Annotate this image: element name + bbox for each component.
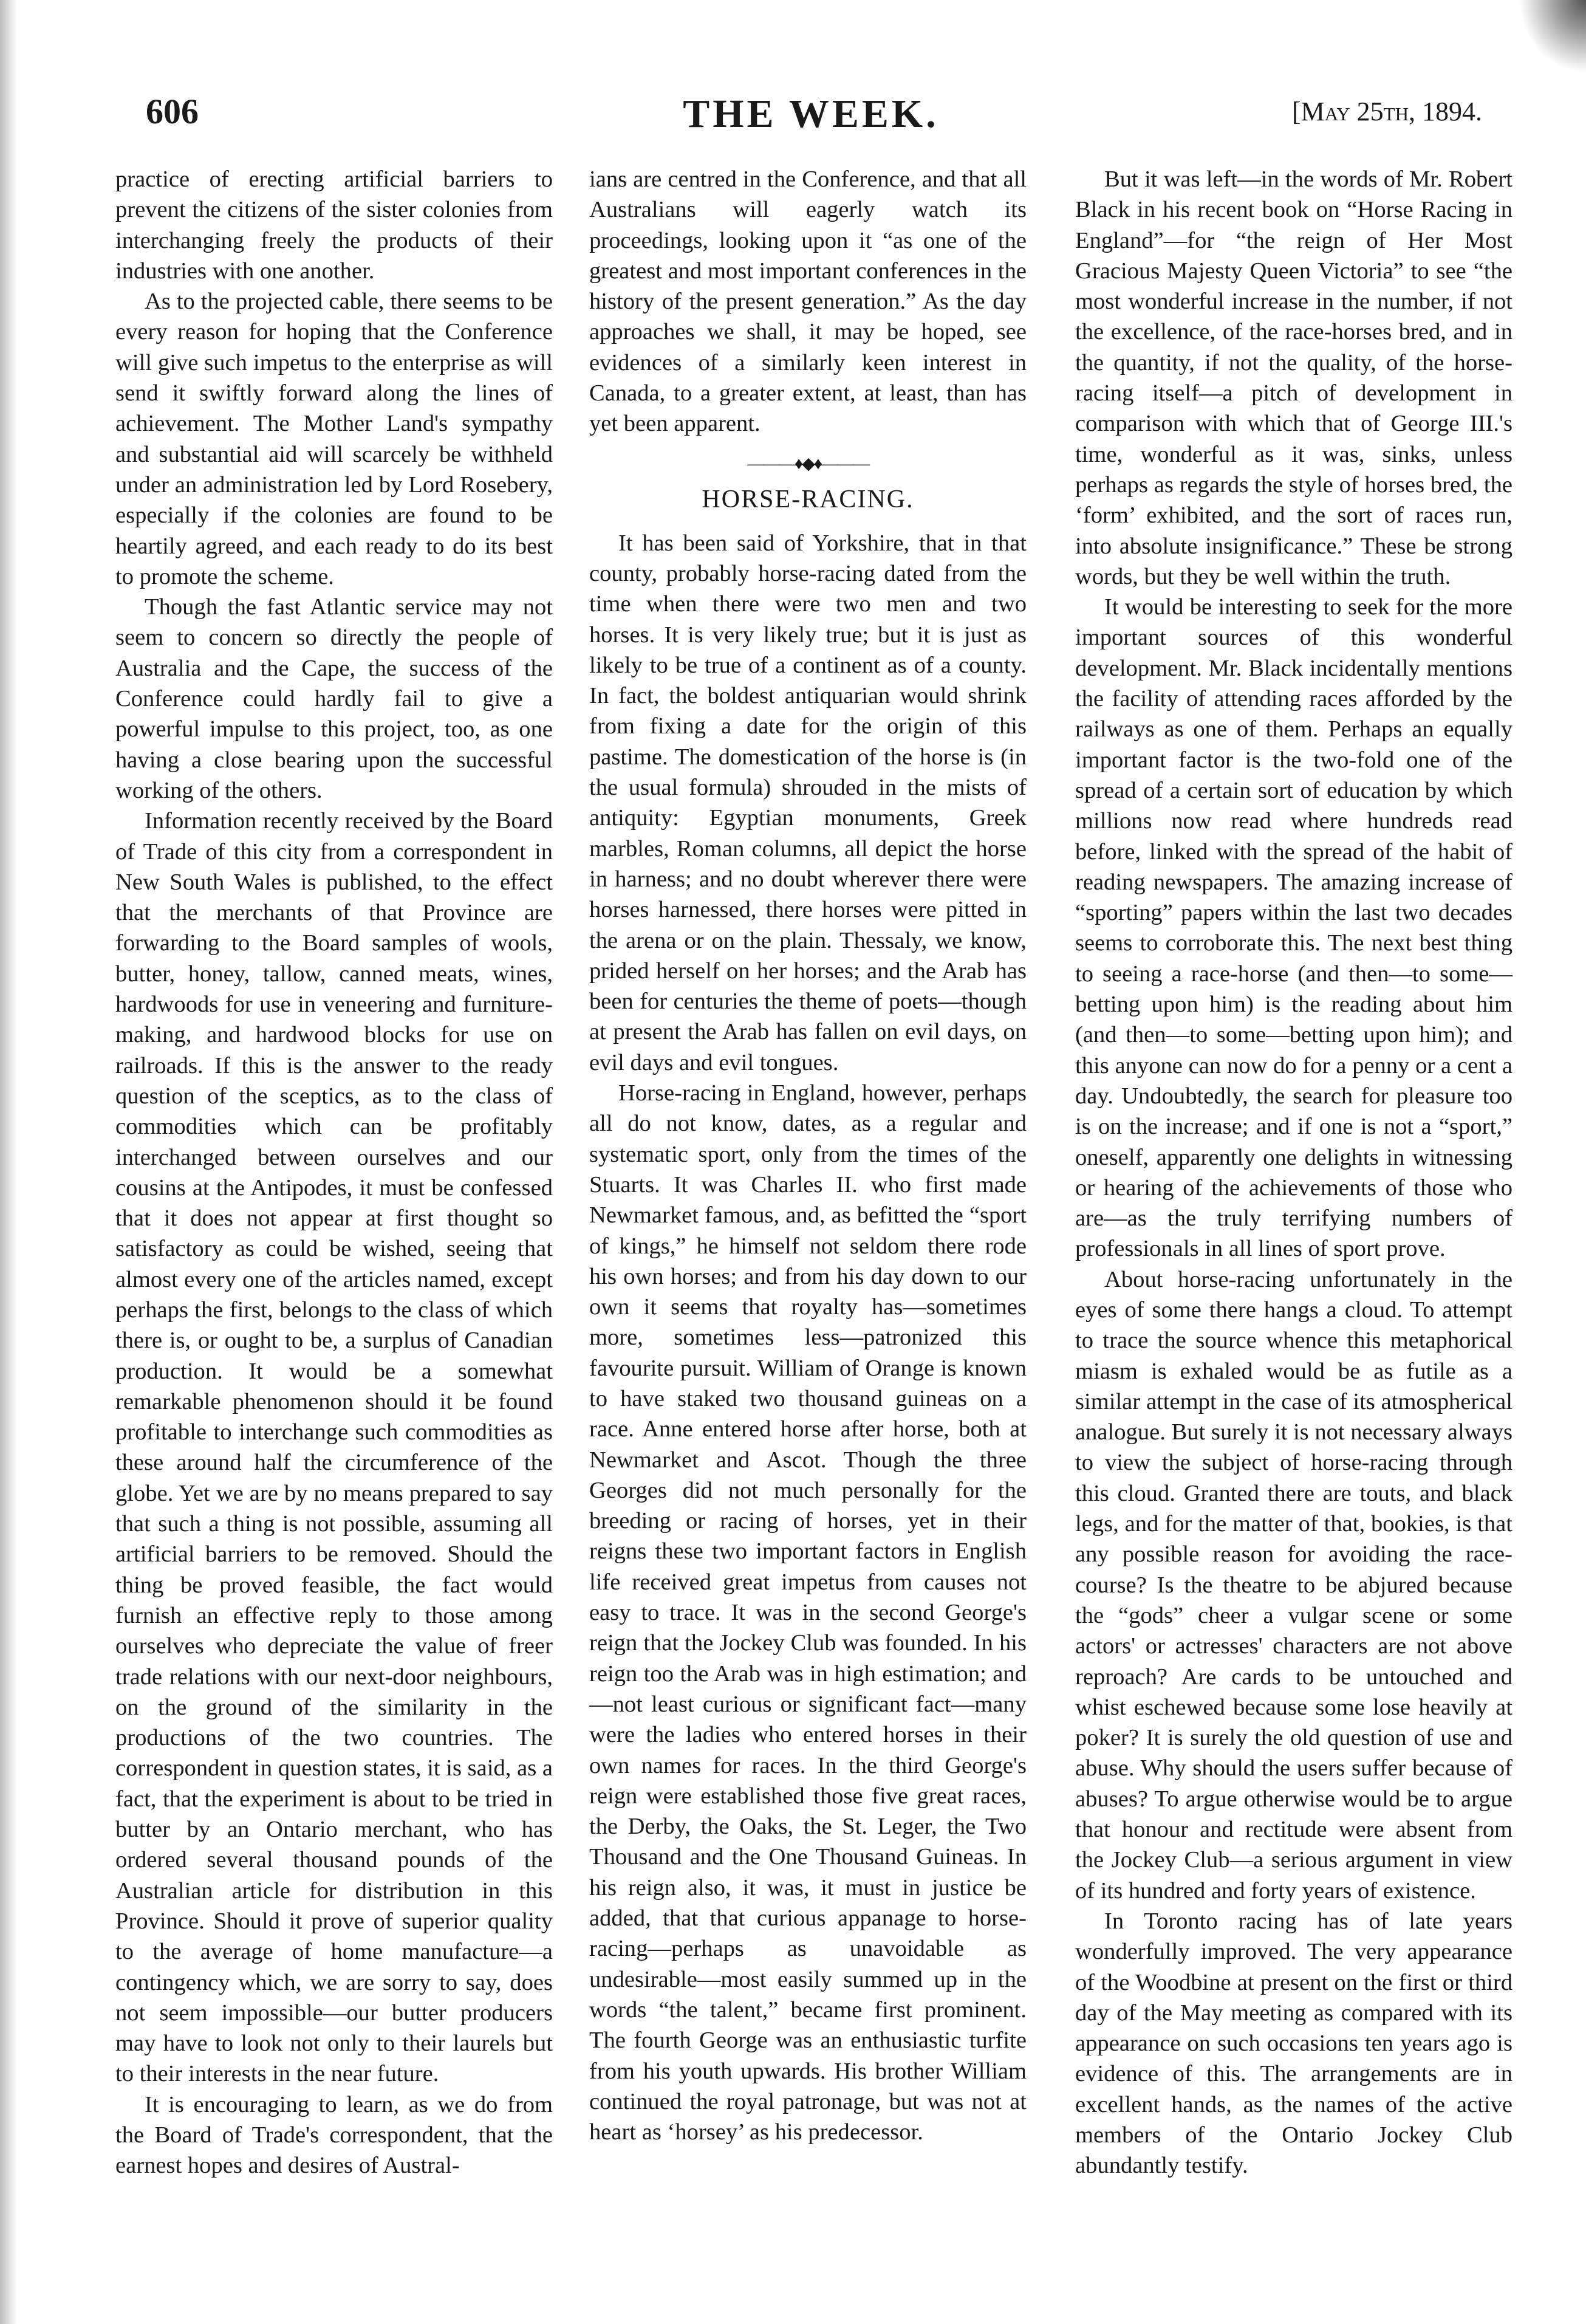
column-1 — [115, 164, 553, 2181]
section-divider: ———♦◆♦——— — [747, 454, 869, 473]
torn-corner-mark — [1519, 0, 1586, 73]
paragraph: Information recently received by the Board of Trade of this city from a correspondent in New South Wales is published, to the effect that the merchants of that Province are forwarding to the Board samples of wools, butter, honey, tallow, canned meats, wines, hardwoods for use in veneering and furniture-making, and hardwood blocks for use on railroads. If this is the answer to the ready question of the sceptics, as to the class of commodities which can be profitably interchanged between ourselves and our cousins at the Antipodes, it must be confessed that it does not appear at first thought so satisfactory as could be wished, seeing that almost every one of the articles named, except perhaps the first, belongs to the class of which there is, or ought to be, a surplus of Canadian production. It would be a somewhat remarkable phenomenon should it be found profitable to interchange such commodities as these around half the circumference of the globe. Yet we are by no means prepared to say that such a thing is not possible, assuming all artificial barriers to be removed. Should the thing be proved feasible, the fact would furnish an effective reply to those among ourselves who depreciate the value of freer trade relations with our next-door neighbours, on the ground of the similarity in the productions of the two countries. The correspondent in question states, it is said, as a fact, that the experiment is about to be tried in butter by an Ontario merchant, who has ordered several thousand pounds of the Australian article for distribution in this Province. Should it prove of superior quality to the average of home manufacture—a contingency which, we are sorry to say, does not seem impossible—our butter producers may have to look not only to their laurels but to their interests in the near future. — [115, 808, 553, 2087]
paragraph: About horse-racing unfortunately in the eyes of some there hangs a cloud. To attempt to trace the source whence this metaphorical miasm is exhaled would be as futile as a similar attempt in the case of its atmospherical analogue. But surely it is not necessary always to view the subject of horse-racing through this cloud. Granted there are touts, and black legs, and for the matter of that, bookies, is that any possible reason for avoiding the race-course? Is the theatre to be abjured because the “gods” cheer a vulgar scene or some actors' or actresses' characters are not above reproach? Are cards to be untouched and whist eschewed because some lose heavily at poker? It is surely the old question of use and abuse. Why should the users suffer because of abuses? To argue otherwise would be to argue that honour and rectitude were absent from the Jockey Club—a serious argument in view of its hundred and forty years of existence. — [1075, 1266, 1513, 1904]
paragraph: It is encouraging to learn, as we do from the Board of Trade's correspondent, that the earnest hopes and desires of Austral- — [115, 2091, 553, 2179]
issue-date: [May 25th, 1894. — [1291, 97, 1482, 126]
page-number: 606 — [146, 92, 199, 131]
paragraph: Though the fast Atlantic service may not seem to concern so directly the people of Australia and the Cape, the success of the Conference could hardly fail to give a powerful impulse to this project, too, as one having a close bearing upon the successful working of the others. — [115, 594, 553, 803]
section-heading: HORSE-RACING. — [702, 485, 914, 513]
paragraph: ians are centred in the Conference, and that all Australians will eagerly watch its proceedings, looking upon it “as one of the greatest and most important conferences in the history of the present generation.” As the day approaches we shall, it may be hoped, see evidences of a similarly keen interest in Canada, to a greater extent, at least, than has yet been apparent. — [589, 166, 1027, 437]
paragraph: Horse-racing in England, however, perhaps all do not know, dates, as a regular and systematic sport, only from the times of the Stuarts. It was Charles II. who first made Newmarket famous, and, as befitted the “sport of kings,” he himself not seldom there rode his own horses; and from his day down to our own it seems that royalty has—sometimes more, sometimes less—patronized this favourite pursuit. William of Orange is known to have staked two thousand guineas on a race. Anne entered horse after horse, both at Newmarket and Ascot. Though the three Georges did not much personally for the breeding or racing of horses, yet in their reigns these two important factors in English life received great impetus from causes not easy to trace. It was in the second George's reign that the Jockey Club was founded. In his reign too the Arab was in high estimation; and—not least curious or significant fact—many were the ladies who entered horses in their own names for races. In the third George's reign were established those five great races, the Derby, the Oaks, the St. Leger, the Two Thousand and the One Thousand Guineas. In his reign also, it was, it must in justice be added, that that curious appanage to horse-racing—perhaps as unavoidable as undesirable—most easily summed up in the words “the talent,” became first prominent. The fourth George was an enthusiastic turfite from his youth upwards. His brother William continued the royal patronage, but was not at heart as ‘horsey’ as his predecessor. — [589, 1080, 1027, 2145]
page-header — [140, 91, 1482, 140]
paragraph: But it was left—in the words of Mr. Robert Black in his recent book on “Horse Racing in England”—for “the reign of Her Most Gracious Majesty Queen Victoria” to see “the most wonderful increase in the number, if not the excellence, of the race-horses bred, and in the quantity, if not the quality, of the horse-racing itself—a pitch of development in comparison with which that of George III.'s time, wonderful as it was, sinks, unless perhaps as regards the style of horses bred, the ‘form’ exhibited, and the sort of races run, into absolute insignificance.” These be strong words, but they be well within the truth. — [1075, 166, 1513, 589]
paragraph: practice of erecting artificial barriers to prevent the citizens of the sister colonies from interchanging freely the products of their industries with one another. — [115, 166, 553, 284]
paragraph: It would be interesting to seek for the more important sources of this wonderful development. Mr. Black incidentally mentions the facility of attending races afforded by the railways as one of them. Perhaps an equally important factor is the two-fold one of the spread of a certain sort of education by which millions now read where hundreds read before, linked with the spread of the habit of reading newspapers. The amazing increase of “sporting” papers within the last two decades seems to corroborate this. The next best thing to seeing a race-horse (and then—to some—betting upon him) is the reading about him (and then—to some—betting upon him); and this anyone can now do for a penny or a cent a day. Undoubtedly, the search for pleasure too is on the increase; and if one is not a “sport,” oneself, apparently one delights in witnessing or hearing of the achievements of those who are—as the truly terrifying numbers of professionals in all lines of sport prove. — [1075, 594, 1513, 1262]
paragraph: In Toronto racing has of late years wonderfully improved. The very appearance of the Woodbine at present on the first or third day of the May meeting as compared with its appearance on such occasions ten years ago is evidence of this. The arrangements are in excellent hands, as the names of the active members of the Ontario Jockey Club abundantly testify. — [1075, 1908, 1513, 2179]
column-3 — [1075, 164, 1513, 2181]
paragraph: As to the projected cable, there seems to be every reason for hoping that the Conference will give such impetus to the enterprise as will send it swiftly forward along the lines of achievement. The Mother Land's sympathy and substantial aid will scarcely be withheld under an administration led by Lord Rosebery, especially if the colonies are found to be heartily agreed, and each ready to do its best to promote the scheme. — [115, 289, 553, 589]
paragraph: It has been said of Yorkshire, that in that county, probably horse-racing dated from the time when there were two men and two horses. It is very likely true; but it is just as likely to be true of a continent as of a county. In fact, the boldest antiquarian would shrink from fixing a date for the origin of this pastime. The domestication of the horse is (in the usual formula) shrouded in the mists of antiquity: Egyptian monuments, Greek marbles, Roman columns, all depict the horse in harness; and no doubt wherever there were horses harnessed, there horses were pitted in the arena or on the plain. Thessaly, we know, prided herself on her horses; and the Arab has been for centuries the theme of poets—though at present the Arab has fallen on evil days, on evil days and evil tongues. — [589, 530, 1027, 1075]
journal-title: THE WEEK. — [683, 92, 939, 136]
page-edge-shadow — [0, 0, 17, 2324]
column-2 — [589, 164, 1027, 2147]
